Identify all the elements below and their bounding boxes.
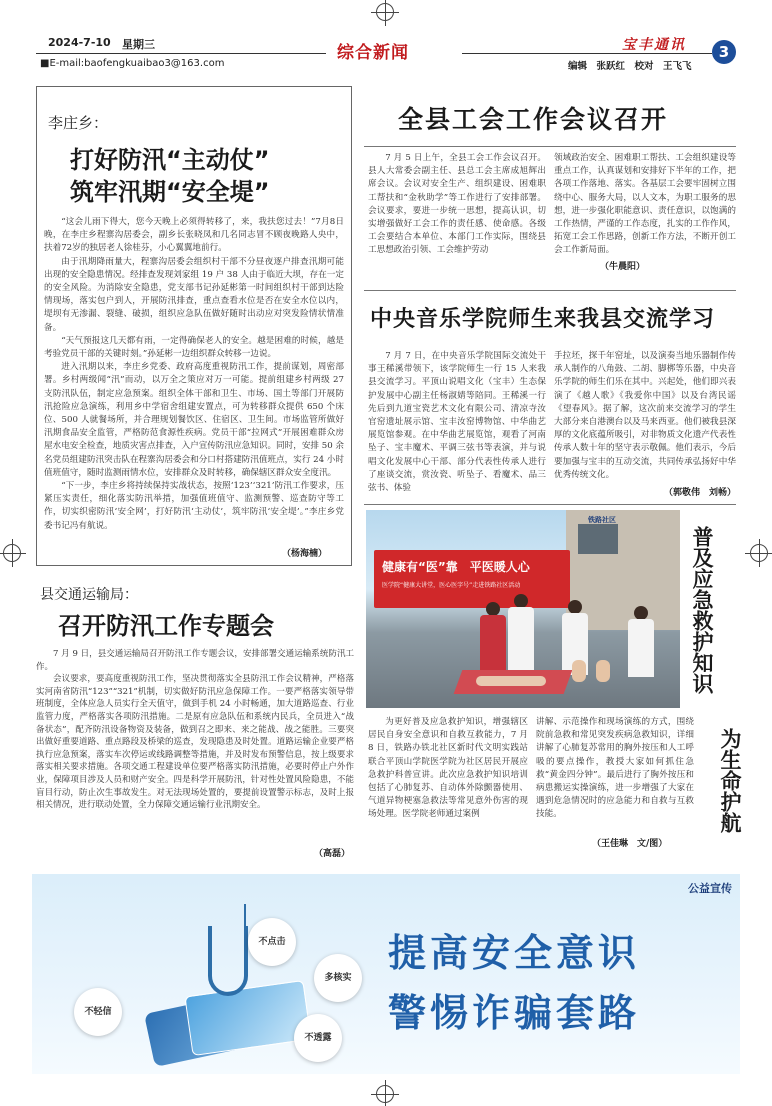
window-shape	[578, 524, 618, 554]
article-kicker: 李庄乡：	[48, 114, 109, 132]
registration-mark-left	[3, 544, 21, 562]
bubble-label	[294, 1014, 342, 1062]
anti-fraud-psa	[32, 874, 740, 1074]
page-number-badge	[712, 40, 736, 64]
paragraph: 会议要求，要高度重视防汛工作，坚决贯彻落实全县防汛工作会议精神，严格落实河南省防汛“123”“321”机制，切实做好防汛应急保障工作。一要严格落实领导带班制度，全体应急人员实行全天值守，做到手机 24 小时畅通，加大道路巡查、行业监管力度，严格落实各项防汛措施。二是原有应急队伍和系统内民兵，全员进入“战备状态”，配齐防汛设备物资及装备，做到召之即来、来之能战、战之能胜。三要突出做好重要道路、重点路段及桥梁的巡查，发现隐患及时处置。道路运输企业要严格执行应急预案，落实车次停运或线路调整等措施，并及时发布预警信息，按上级要求落实相关要求措施。各项交通工程建设单位要严格落实防汛措施，必要时停止户外作业，保障项目涉及人员和财产安全。四是科学开展防汛，针对性处置风险隐患，不能盲目行动，防止次生事故发生。对无法现场处置的，要提前设置警示标志，及时上报相关情况，进行联动处置，全力保障交通运输行业汛期安全。	[36, 674, 354, 811]
contact-email: ■E-mail:baofengkuaibao3@163.com	[40, 58, 225, 69]
section-title: 综合新闻	[337, 43, 409, 63]
bubble-text: 不轻信	[84, 1007, 112, 1017]
person-figure	[628, 619, 654, 677]
byline: （杨海楠）	[278, 546, 327, 559]
article-headline: 全县工会工作会议召开	[398, 105, 669, 134]
article-body	[36, 648, 354, 858]
bubble-text: 不透露	[304, 1033, 332, 1043]
issue-date: 2024-7-10	[48, 36, 111, 49]
registration-mark-top	[376, 3, 394, 21]
person-figure	[508, 607, 534, 673]
fishing-hook-icon	[208, 926, 248, 996]
person-figure	[568, 600, 582, 614]
page-number: 3	[718, 43, 730, 61]
paragraph: “这会儿雨下得大，您今天晚上必须得转移了，来，我扶您过去！”7月8日晚，在李庄乡程寨沟居委会，副乡长张晓凤和几名同志冒不顾夜晚路人央中，扶着72岁的独居老人徐桂芬，小心翼翼地前行。	[44, 217, 344, 254]
paragraph: 7 月 9 日，县交通运输局召开防汛工作专题会议，安排部署交通运输系统防汛工作。	[36, 649, 354, 672]
bank-card-icon	[184, 980, 311, 1056]
article-body	[44, 216, 344, 556]
cpr-mannequin	[572, 660, 586, 682]
first-aid-training-photo	[366, 510, 680, 708]
phishing-illustration	[68, 904, 368, 1064]
headline-rule	[364, 290, 736, 291]
paragraph: 由于汛期降雨量大，程寨沟居委会组织村干部不分昼夜逐户排查汛期可能出现的安全隐患情况。经排查发现刘家组 19 户 38 人由于临近大坝，存在一定的安全风险。为消除安全隐患，党支部书记孙延彬第一时间组织村干部到达险情现场，落实包户到人，开展防汛排查，重点查看水位是否在安全水位以内，堤坝有无渗漏、裂缝、破损，组织应急队伍做好随时出动应对突发险情状情准备。	[44, 256, 344, 333]
psa-tag: 公益宣传	[688, 882, 732, 895]
article-headline-line2: 筑牢汛期“安全堤”	[70, 178, 270, 206]
banner-subtitle: 医学院“健康大讲堂，医心医字号”走进铁路社区活动	[382, 582, 521, 589]
article-body-col2: 领域政治安全、困难职工帮扶、工会组织建设等重点工作，认真谋划和安排好下半年的工作，把各项工作落地、落实。各基层工会要牢固树立围绕中心、服务大局，以人文本，为职工服务的思想，进一步强化职能意识、责任意识，以饱满的工作热情，严谨的工作态度，扎实的工作作风，拓宽工会工作思路，创新工作方法，不断开创工会工作新局面。	[554, 153, 736, 256]
building-sign-text: 铁路社区	[588, 516, 616, 524]
issue-weekday: 星期三	[122, 38, 155, 51]
header-rule-left	[36, 53, 326, 54]
person-figure	[634, 606, 648, 620]
event-banner	[374, 550, 570, 608]
psa-headline-line2: 警惕诈骗套路	[388, 991, 641, 1035]
article-headline: 中央音乐学院师生来我县交流学习	[370, 307, 716, 332]
article-body-col1: 7 月 7 日，在中央音乐学院国际交流处干事王稀溪带领下，该学院师生一行 15 人来我县交流学习。平顶山说唱文化（宝丰）生态保护发展中心副主任杨淑婧等陪同。王稀溪一行先后到九道宝瓷艺术文化有限公司、清凉寺汝官窑遗址展示馆、宝丰汝窑博物馆、中华曲艺展览馆参观。在中华曲艺展览馆，观看了河南坠子、宝丰魔术、平调三弦书等表演，并与说唱文化发展中心干部、部分代表性传承人进行了座谈交流，赏汝瓷、听坠子、看魔术、品三弦书、体验	[368, 351, 546, 494]
article-kicker: 县交通运输局：	[40, 587, 138, 603]
article-body-col1: 7 月 5 日上午，全县工会工作会议召开。县人大常委会副主任、县总工会主席成旭辉出席会议。会议对安全生产、组织建设、困难职工帮扶和“金秋助学”等工作进行了安排部署。会议要求，要进一步统一思想，提高认识，切实增强做好工会工作的责任感、使命感。各级工会要结合本单位、本部门工作实际，围绕县工思想政治引领、工会维护劳动	[368, 153, 546, 256]
article-headline-vertical-1: 普及应急救护知识	[690, 526, 714, 694]
cpr-mannequin	[596, 660, 610, 682]
article-headline-line1: 打好防汛“主动仗”	[70, 146, 270, 174]
article-body-col2: 手拉坯，探千年窑址，以及演奏当地乐器制作传承人制作的八角鼓、二胡、脚梆等乐器，中央音乐学院的师生们乐在其中。兴起处，他们即兴表演了《越人歌》《我爱你中国》以及台湾民谣《望春风》。据了解，这次前来交流学习的学生大部分来自港澳台以及马来西亚。他们被我县深厚的文化底蕴所吸引，对非物质文化遗产代表性传承人数十年的坚守表示敬佩。他们表示，今后要加强与宝丰的互动交流，共同传承弘扬好中华优秀传统文化。	[554, 351, 736, 480]
byline: （高磊）	[310, 846, 350, 859]
person-figure	[514, 594, 528, 608]
article-body-col2: 讲解、示范操作和现场演练的方式，围绕院前急救和常见突发疾病急救知识，详细讲解了心肺复苏常用的胸外按压和人工呼吸的要点操作，教授大家如何抓住急救“黄金四分钟”。最后进行了胸外按压和病患搬运实操演练，进一步增强了大家在遇到危急情况时的应急能力和自救与互救技能。	[536, 717, 694, 820]
registration-mark-right	[750, 544, 768, 562]
article-headline: 召开防汛工作专题会	[58, 612, 274, 640]
byline: （牛晨阳）	[596, 259, 645, 272]
editor-credits: 编辑 张跃红 校对 王飞飞	[568, 61, 692, 72]
psa-headline-line1: 提高安全意识	[388, 931, 641, 975]
paragraph: 进入汛期以来，李庄乡党委、政府高度重视防汛工作，提前谋划，周密部署。乡村两级闻“汛”而动，以万全之策应对万一可能。提前组建乡村两级 27 支防汛队伍，制定应急预案。组织全体干部和卫生、市场、国土等部门开展防汛抢险应急演练，利用乡中学宿舍组建安置点，可为转移群众提供 650 个床位、500 人就餐场所，并合理规划餐饮区、住宿区、卫生间。市场监管所做好汛期食品安全监管，严格防范食源性疾病。党员干部“拉网式”开展困难群众房屋水电安全检查，地质灾害点排查，入户宣传防汛应急知识。同时，安排 50 余名党员组建防汛突击队在程寨沟居委会和分口村搭建防汛值班点，实行 24 小时值班值守，随时监测雨情水位，安排群众及时转移，确保辖区群众安全度汛。	[44, 362, 344, 478]
bubble-label	[74, 988, 122, 1036]
banner-headline: 健康有“医”靠 平医暖人心	[382, 560, 530, 574]
building-sign	[588, 515, 616, 525]
bubble-label	[314, 954, 362, 1002]
paragraph: “天气预报这几天都有雨，一定得确保老人的安全。越是困难的时候，越是考验党员干部的关键时刻。”孙延彬一边组织群众转移一边说。	[44, 335, 344, 360]
bubble-label	[248, 918, 296, 966]
article-body-col1: 为更好普及应急救护知识，增强辖区居民自身安全意识和自救互救能力，7 月 8 日，铁路办铁北社区新时代文明实践站联合平顶山学院医学院为社区居民开展应急救护科普宣讲。此次应急救护知识培训包括了心肺复苏、自动体外除颤器使用、气道异物梗塞急救法等常见意外伤害的现场处理。医学院老师通过案例	[368, 717, 528, 820]
bubble-text: 多核实	[324, 973, 352, 983]
paper-name-logo: 宝丰通讯	[622, 37, 686, 53]
byline: （郭敬伟 刘畅）	[660, 485, 736, 498]
registration-mark-bottom	[376, 1085, 394, 1103]
cpr-mannequin	[476, 676, 546, 686]
fishing-line	[244, 904, 246, 934]
byline: （王佳琳 文/图）	[588, 836, 667, 849]
headline-rule	[364, 146, 736, 147]
bubble-text: 不点击	[258, 937, 286, 947]
person-figure	[486, 602, 500, 616]
article-headline-vertical-2: 为生命护航	[718, 728, 742, 833]
person-figure	[480, 615, 506, 673]
headline-rule	[364, 504, 736, 505]
paragraph: “下一步，李庄乡将持续保持实战状态，按照‘123’‘321’防汛工作要求，压紧压实责任，细化落实防汛举措，加强值班值守、监测预警、巡查防守等工作，切实织密防汛‘安全网’，打好防汛‘主动仗’，筑牢防汛‘安全堤’。”李庄乡党委书记冯有航说。	[44, 481, 344, 531]
